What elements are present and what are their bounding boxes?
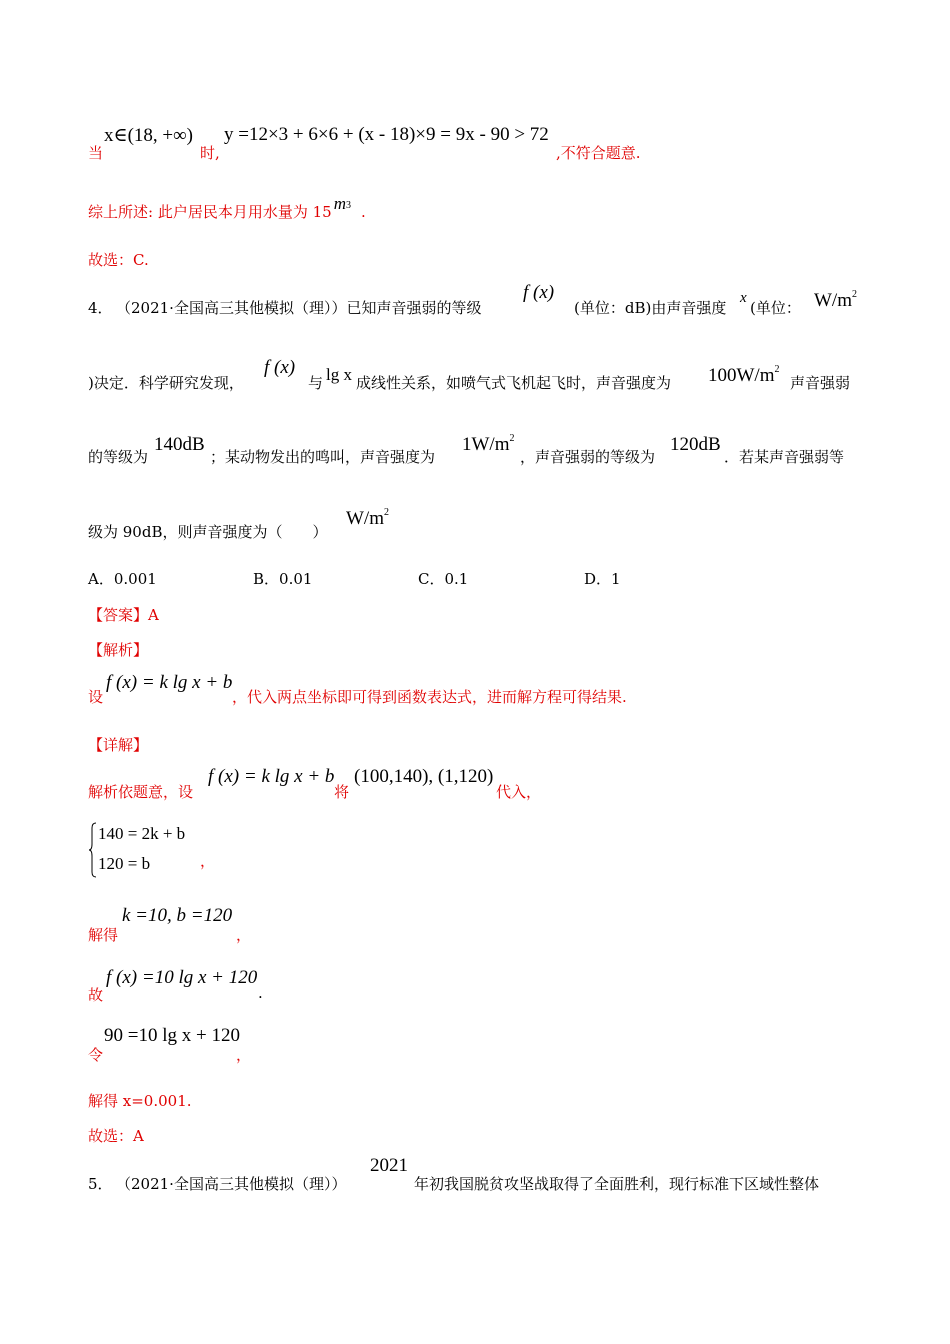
q5-number: 5．: [88, 1175, 113, 1193]
equation-1: 140 = 2k + b: [98, 824, 186, 843]
q4-line2b: 成线性关系，如喷气式飞机起飞时，声音强度为: [356, 374, 672, 392]
q5-text: 年初我国脱贫攻坚战取得了全面胜利，现行标准下区域性整体: [414, 1175, 820, 1193]
option-d: D．1: [584, 570, 621, 588]
y-expression: y =12×3 + 6×6 + (x - 18)×9 = 9x - 90 > 72: [224, 124, 549, 145]
q4-db140: 140dB: [154, 434, 205, 455]
q4-source: （2021·全国高三其他模拟（理））已知声音强弱的等级: [116, 299, 482, 317]
unit-m: m: [333, 194, 346, 213]
solve-kb: k =10, b =120: [122, 905, 233, 926]
detail-sub: 代入，: [496, 783, 542, 801]
q4-number: 4．: [88, 299, 113, 317]
summary-line: [88, 194, 366, 222]
q4-unit1: (单位：dB)由声音强度: [574, 299, 727, 317]
q4-wm: $W/m^2$: [814, 289, 857, 311]
option-a: A．0.001: [88, 570, 157, 588]
q4-line2c: 声音强弱: [790, 374, 851, 392]
q4-lgx: lg x: [326, 365, 352, 384]
let2-label: 令: [88, 1046, 104, 1064]
final-dot: .: [258, 984, 263, 1002]
detail-formula: f (x) = k lg x + b: [208, 766, 335, 787]
time-word: 时,: [200, 144, 220, 162]
analysis-formula: f (x) = k lg x + b: [106, 672, 233, 693]
equation-2: 120 = b: [98, 854, 151, 873]
q4-line4: 级为 90dB，则声音强度为（ ）: [88, 523, 328, 541]
analysis-rest: ，代入两点坐标即可得到函数表达式，进而解方程可得结果.: [232, 688, 627, 706]
q4-i1: $1W/m^2$: [462, 433, 515, 455]
q4-db120: 120dB: [670, 434, 721, 455]
when-word: 当: [88, 144, 104, 162]
q5-year: 2021: [370, 1155, 408, 1176]
summary-end: .: [360, 203, 366, 221]
detail-take: 将: [334, 783, 350, 801]
unit-exp: 3: [345, 200, 351, 211]
eq90: 90 =10 lg x + 120: [104, 1025, 240, 1046]
q4-with: 与: [308, 374, 324, 392]
q4-i100: $100W/m^2$: [708, 364, 780, 386]
eq90-comma: ，: [236, 1046, 252, 1064]
q4-line3b: ；某动物发出的鸣叫，声音强度为: [210, 448, 436, 466]
analysis-title: 【解析】: [88, 641, 149, 659]
q4-fx: f (x): [523, 282, 555, 303]
q5-source: （2021·全国高三其他模拟（理））: [116, 1175, 347, 1193]
q4-line3a: 的等级为: [88, 448, 149, 466]
analysis-let: 设: [88, 688, 104, 706]
q4-x: x: [740, 290, 747, 306]
not-fit-text: ,不符合题意.: [556, 144, 641, 162]
solve-comma: ，: [236, 926, 252, 944]
q4-line2a: )决定．科学研究发现，: [88, 374, 244, 392]
answer-q3: 故选：C.: [88, 251, 149, 269]
summary-text: 综上所述: 此户居民本月用水量为 15: [88, 203, 332, 221]
system-comma: ，: [200, 852, 216, 870]
final-formula: f (x) =10 lg x + 120: [106, 967, 258, 988]
option-b: B．0.01: [253, 570, 313, 588]
so-label: 故: [88, 986, 104, 1004]
result-line: 解得 x=0.001.: [88, 1092, 192, 1110]
choose-line: 故选：A: [88, 1127, 144, 1145]
option-c: C．0.1: [418, 570, 469, 588]
x-domain: x∈(18, +∞): [104, 125, 193, 146]
detail-title: 【详解】: [88, 736, 149, 754]
q4-wm4: $W/m^2$: [346, 507, 389, 529]
q4-fx2: f (x): [264, 357, 296, 378]
q4-line3c: ，声音强弱的等级为: [520, 448, 656, 466]
detail-intro: 解析依题意，设: [88, 783, 194, 801]
detail-points: (100,140), (1,120): [354, 766, 494, 787]
answer-label: 【答案】A: [88, 606, 159, 624]
q4-line3d: ．若某声音强弱等: [724, 448, 845, 466]
brace-symbol: [88, 822, 98, 878]
q4-unit2: (单位：: [750, 299, 801, 317]
solve-label: 解得: [88, 926, 119, 944]
